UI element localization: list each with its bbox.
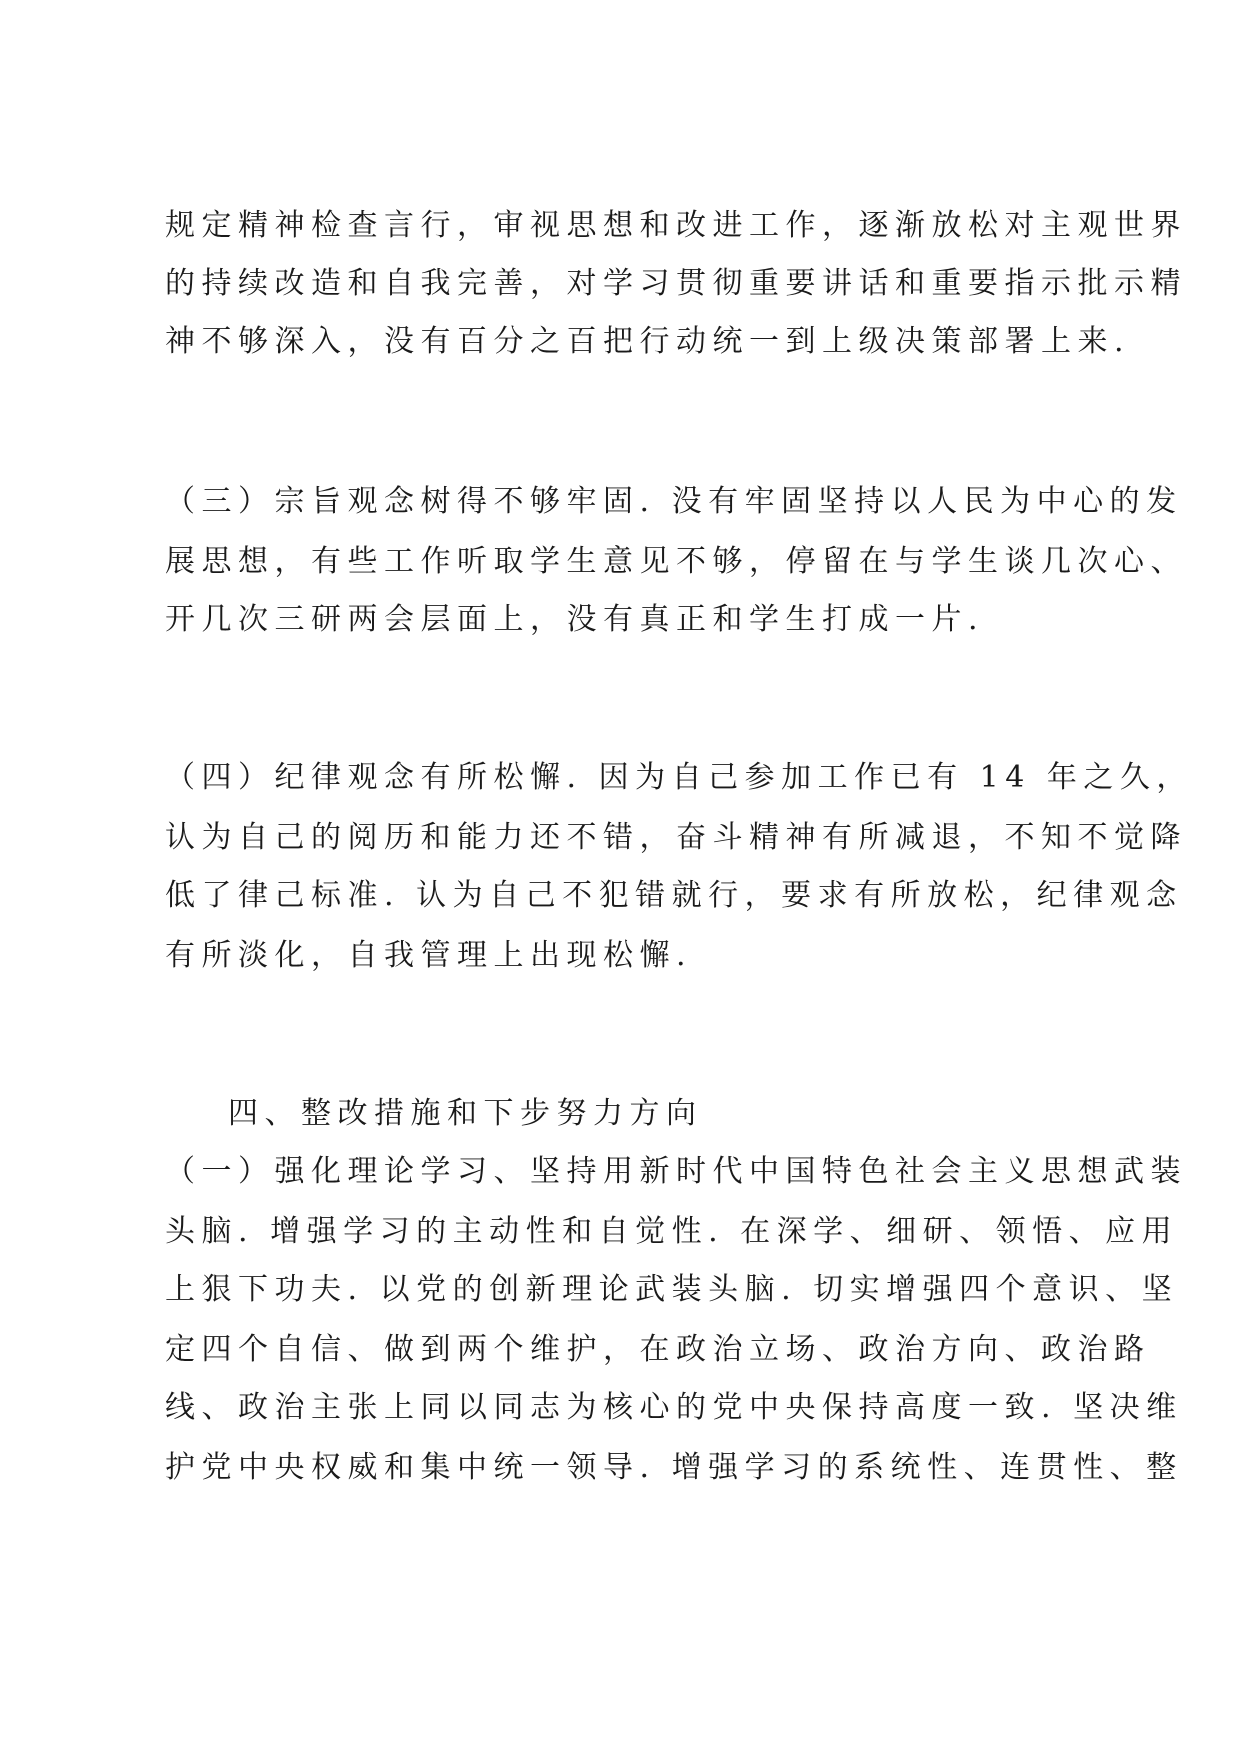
para-4-line-4: 定四个自信、做到两个维护，在政治立场、政治方向、政治路 (165, 1332, 1151, 1367)
para-3-line-4: 有所淡化，自我管理上出现松懈. (165, 938, 693, 973)
para-4-line-6: 护党中央权威和集中统一领导. 增强学习的系统性、连贯性、整 (165, 1450, 1183, 1485)
para-3-line-2: 认为自己的阅历和能力还不错，奋斗精神有所减退，不知不觉降 (165, 820, 1187, 855)
para-4-line-1: （一）强化理论学习、坚持用新时代中国特色社会主义思想武装 (165, 1154, 1187, 1189)
para-2-line-2: 展思想，有些工作听取学生意见不够，停留在与学生谈几次心、 (165, 544, 1187, 579)
para-1-line-2: 的持续改造和自我完善，对学习贯彻重要讲话和重要指示批示精 (165, 266, 1187, 301)
para-1-line-3: 神不够深入，没有百分之百把行动统一到上级决策部署上来. (165, 324, 1131, 359)
para-4-line-3: 上狠下功夫. 以党的创新理论武装头脑. 切实增强四个意识、坚 (165, 1272, 1179, 1307)
para-2-line-3: 开几次三研两会层面上，没有真正和学生打成一片. (165, 602, 985, 637)
section-heading: 四、整改措施和下步努力方向 (228, 1096, 703, 1131)
para-3-line-1: （四）纪律观念有所松懈. 因为自己参加工作已有 14 年之久， (165, 760, 1193, 795)
para-2-line-1: （三）宗旨观念树得不够牢固. 没有牢固坚持以人民为中心的发 (165, 484, 1183, 519)
para-1-line-1: 规定精神检查言行，审视思想和改进工作，逐渐放松对主观世界 (165, 208, 1187, 243)
para-4-line-2: 头脑. 增强学习的主动性和自觉性. 在深学、细研、领悟、应用 (165, 1214, 1179, 1249)
para-3-line-3: 低了律己标准. 认为自己不犯错就行，要求有所放松，纪律观念 (165, 878, 1183, 913)
para-4-line-5: 线、政治主张上同以同志为核心的党中央保持高度一致. 坚决维 (165, 1390, 1183, 1425)
